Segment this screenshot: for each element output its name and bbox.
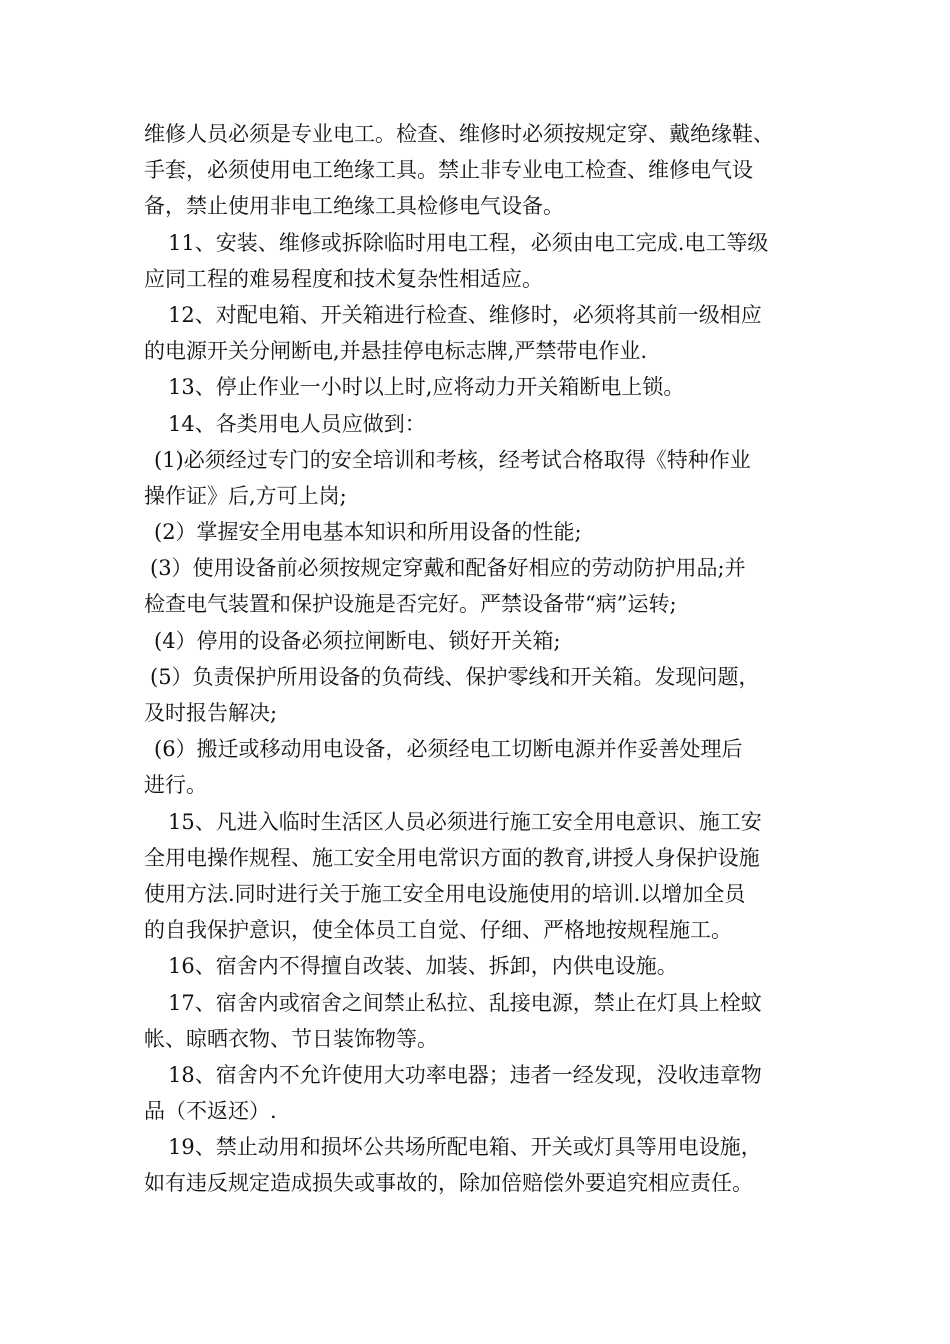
paragraph-line: 19、禁止动用和损坏公共场所配电箱、开关或灯具等用电设施， (168, 1135, 762, 1160)
list-item-line: (2）掌握安全用电基本知识和所用设备的性能; (154, 520, 582, 545)
paragraph-line: 帐、晾晒衣物、节日装饰物等。 (144, 1026, 438, 1051)
paragraph-line: 13、停止作业一小时以上时,应将动力开关箱断电上锁。 (168, 375, 685, 400)
list-item-line: (3）使用设备前必须按规定穿戴和配备好相应的劳动防护用品;并 (150, 556, 746, 581)
list-item-line: 及时报告解决; (144, 701, 278, 725)
paragraph-line: 维修人员必须是专业电工。检查、维修时必须按规定穿、戴绝缘鞋、 (144, 122, 774, 146)
paragraph-line: 手套，必须使用电工绝缘工具。禁止非专业电工检查、维修电气设 (144, 158, 753, 183)
list-item-line: 进行。 (144, 773, 207, 798)
paragraph-line: 15、凡进入临时生活区人员必须进行施工安全用电意识、施工安 (168, 809, 762, 834)
paragraph-line: 的自我保护意识，使全体员工自觉、仔细、严格地按规程施工。 (144, 918, 732, 943)
paragraph-line: 如有违反规定造成损失或事故的，除加倍赔偿外要追究相应责任。 (144, 1171, 753, 1196)
list-item-line: (4）停用的设备必须拉闸断电、锁好开关箱; (154, 628, 561, 653)
paragraph-line: 18、宿舍内不允许使用大功率电器；违者一经发现，没收违章物 (168, 1062, 762, 1087)
paragraph-line: 14、各类用电人员应做到： (168, 411, 426, 436)
list-item-line: 操作证》后,方可上岗; (144, 483, 347, 508)
paragraph-line: 全用电操作规程、施工安全用电常识方面的教育,讲授人身保护设施 (144, 845, 760, 870)
paragraph-line: 应同工程的难易程度和技术复杂性相适应。 (144, 266, 543, 291)
document-body (144, 116, 824, 1202)
paragraph-line: 11、安装、维修或拆除临时用电工程，必须由电工完成.电工等级 (168, 230, 769, 255)
list-item-line: 检查电气装置和保护设施是否完好。严禁设备带“病”运转; (144, 592, 677, 617)
list-item-line: (5）负责保护所用设备的负荷线、保护零线和开关箱。发现问题， (150, 664, 760, 689)
list-item-line: (1)必须经过专门的安全培训和考核，经考试合格取得《特种作业 (154, 447, 751, 472)
paragraph-line: 16、宿舍内不得擅自改装、加装、拆卸，内供电设施。 (168, 954, 678, 979)
list-item-line: (6）搬迁或移动用电设备，必须经电工切断电源并作妥善处理后 (154, 737, 743, 762)
paragraph-line: 17、宿舍内或宿舍之间禁止私拉、乱接电源，禁止在灯具上栓蚊 (168, 990, 762, 1015)
paragraph-line: 品（不返还）. (144, 1099, 277, 1124)
paragraph-line: 的电源开关分闸断电,并悬挂停电标志牌,严禁带电作业. (144, 339, 648, 364)
paragraph-line: 12、对配电箱、开关箱进行检查、维修时，必须将其前一级相应 (168, 302, 762, 327)
paragraph-line: 备，禁止使用非电工绝缘工具检修电气设备。 (144, 194, 564, 219)
paragraph-line: 使用方法.同时进行关于施工安全用电设施使用的培训.以增加全员 (144, 881, 746, 906)
